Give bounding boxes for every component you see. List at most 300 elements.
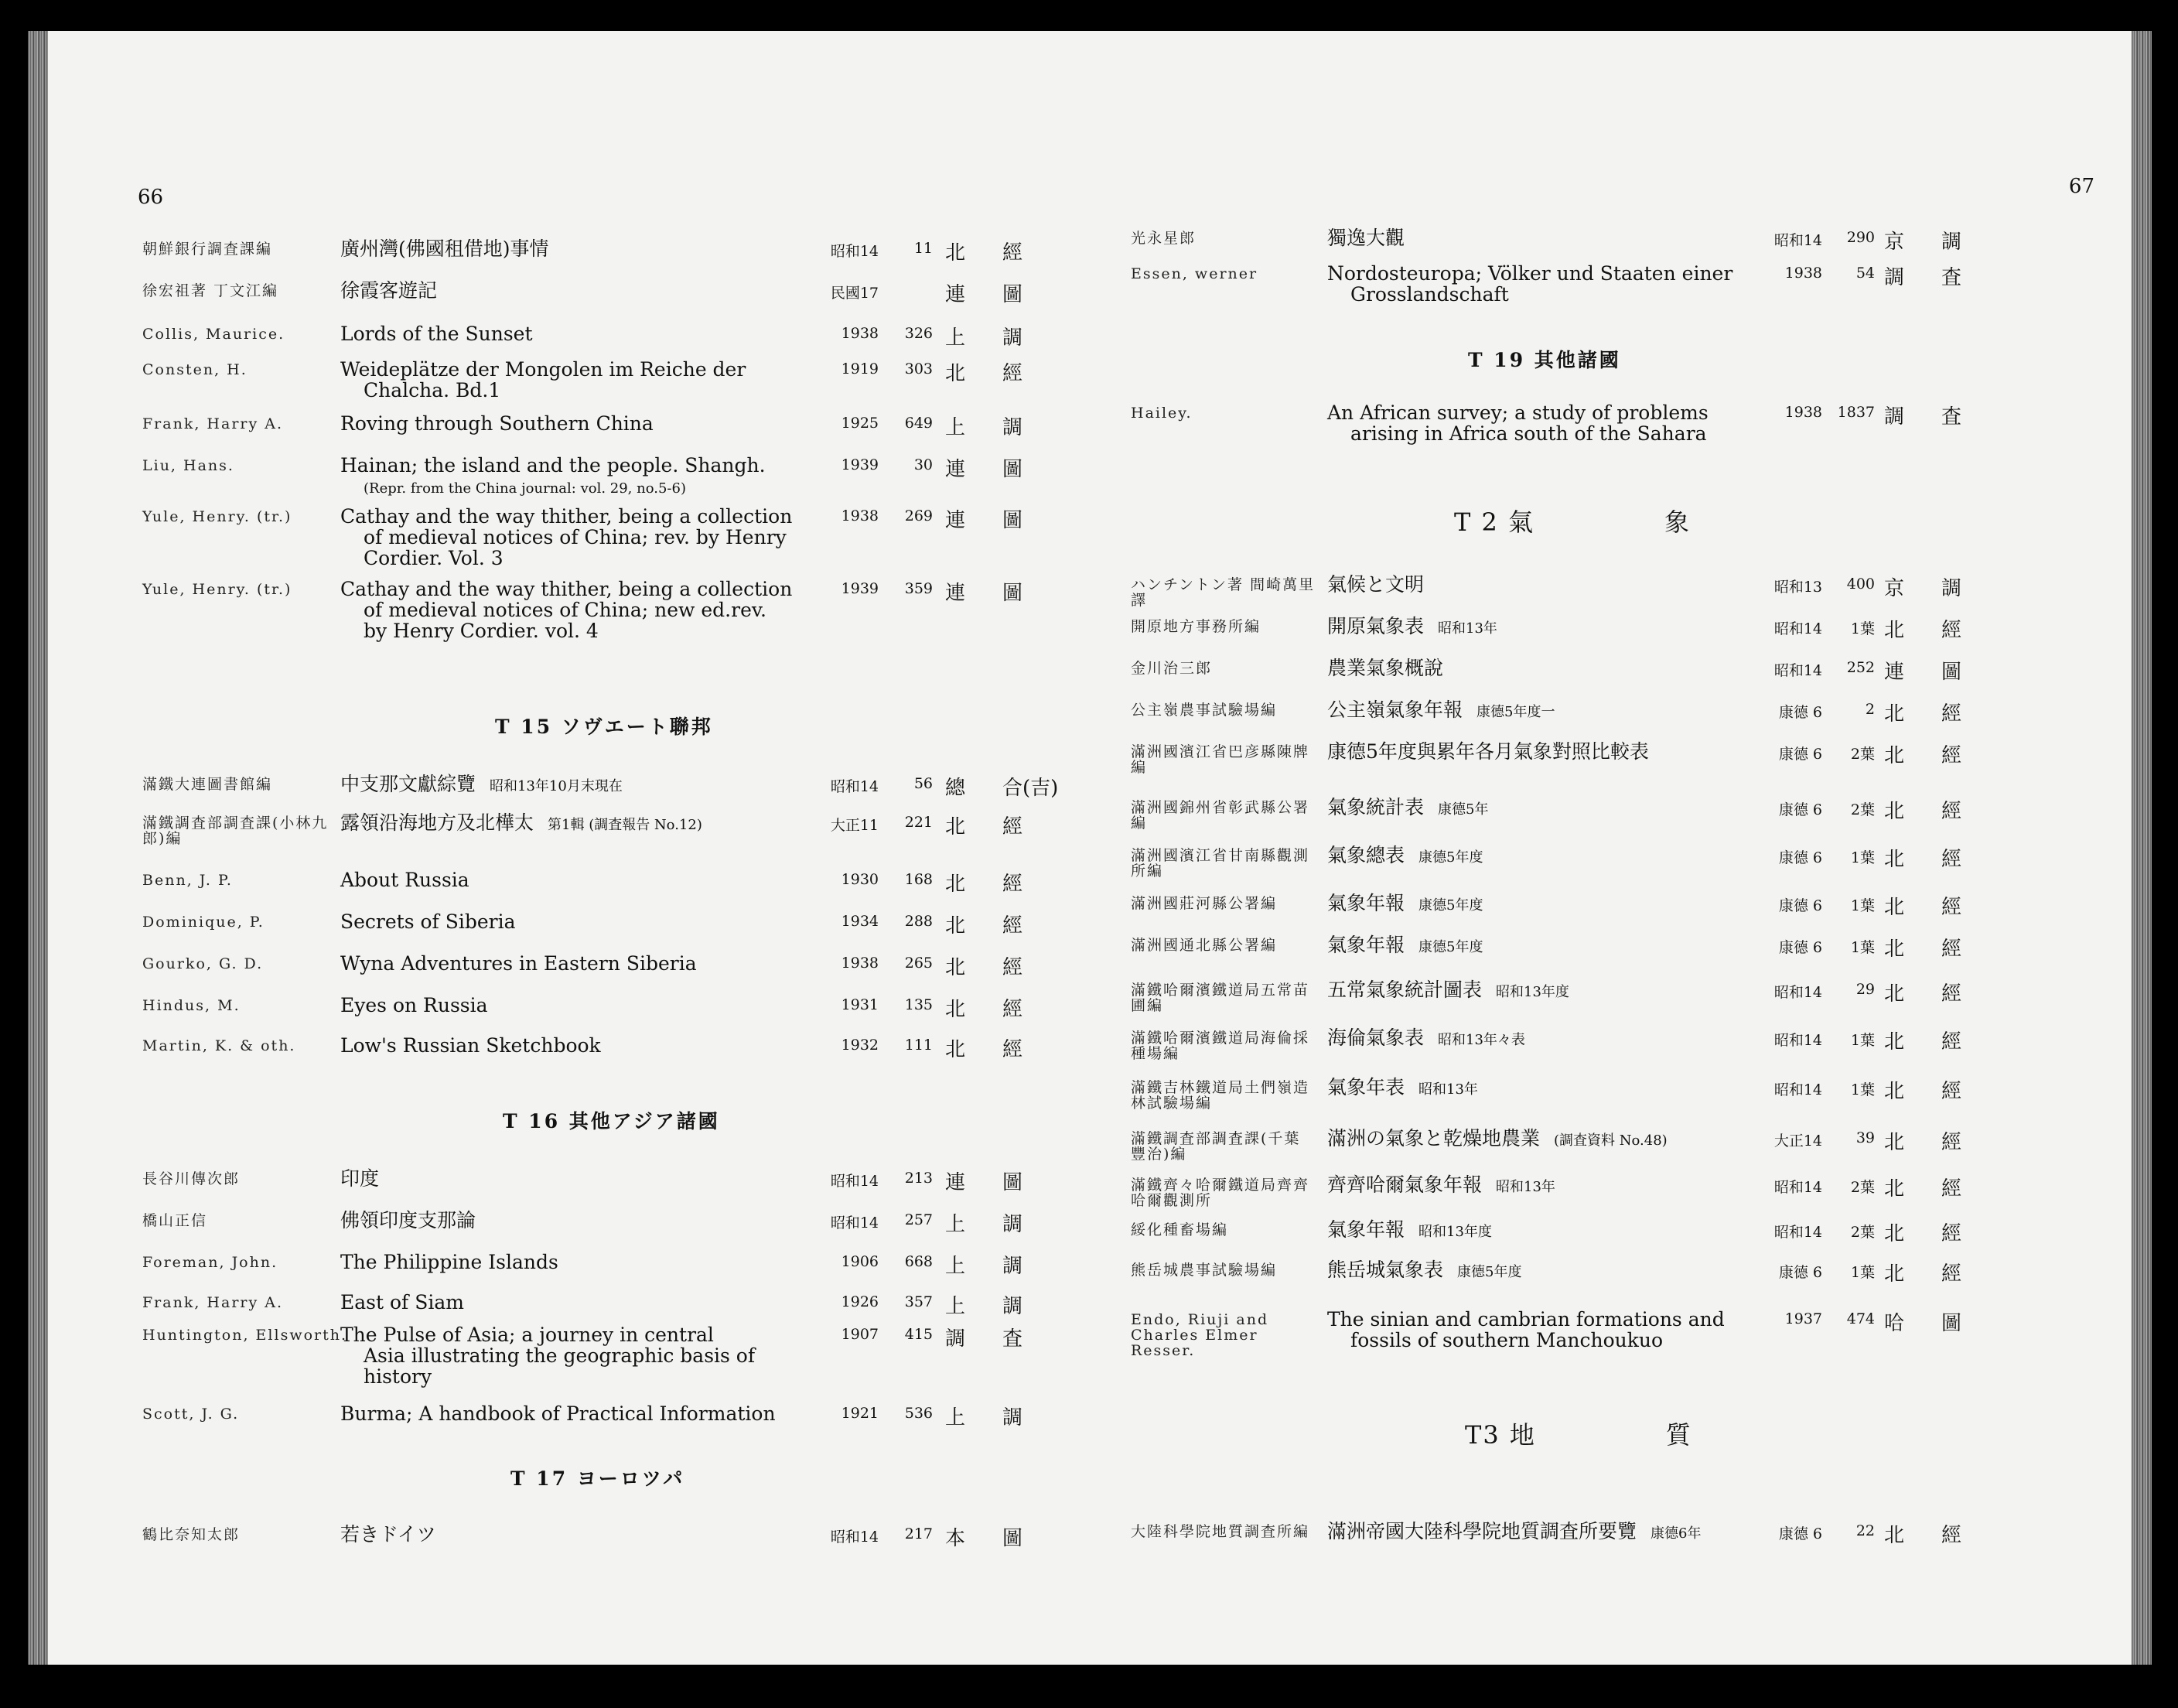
entry-pages: 649 xyxy=(904,415,933,432)
entry-author: Martin, K. & oth. xyxy=(142,1037,296,1054)
entry-author: Scott, J. G. xyxy=(142,1406,240,1423)
section-kanji: 地質 xyxy=(1509,1420,1822,1450)
entry-location: 調 xyxy=(1002,326,1023,350)
entry-note: 康德5年度 xyxy=(1418,849,1483,866)
entry-title xyxy=(340,774,623,797)
entry-title-line: East of Siam xyxy=(340,1291,464,1313)
entry-location: 經 xyxy=(1002,873,1023,896)
entry-pages: 29 xyxy=(1855,981,1875,998)
catalog-entry xyxy=(1080,615,2152,642)
entry-library: 北 xyxy=(1884,800,1905,823)
entry-title xyxy=(1327,1077,1478,1100)
entry-title xyxy=(340,1324,755,1387)
entry-title-line: 氣象年報 xyxy=(1327,892,1405,914)
section-heading xyxy=(503,1106,720,1134)
entry-pages: 668 xyxy=(904,1253,933,1270)
entry-library: 北 xyxy=(1884,938,1905,961)
entry-title-line: Weideplätze der Mongolen im Reiche der xyxy=(340,358,746,381)
entry-year: 康德 6 xyxy=(1778,746,1822,763)
entry-library: 北 xyxy=(945,241,966,265)
section-heading xyxy=(510,1464,684,1491)
entry-year: 昭和14 xyxy=(830,1214,879,1231)
entry-title xyxy=(1327,699,1555,722)
entry-pages: 415 xyxy=(904,1326,933,1343)
entry-author: 徐宏祖著 丁文江編 xyxy=(142,282,279,299)
entry-year: 1907 xyxy=(841,1326,879,1343)
entry-title xyxy=(340,579,792,641)
entry-location: 經 xyxy=(1002,362,1023,385)
catalog-entry xyxy=(28,412,1086,439)
entry-title-line: 氣象年報 xyxy=(1327,1218,1405,1241)
entry-pages: 22 xyxy=(1855,1522,1875,1539)
entry-title xyxy=(340,1210,476,1231)
entry-title-line: 開原氣象表 xyxy=(1327,615,1425,637)
entry-year: 民國17 xyxy=(830,285,879,302)
catalog-entry xyxy=(28,578,1086,642)
entry-location: 經 xyxy=(1941,800,1962,823)
catalog-entry xyxy=(28,994,1086,1021)
entry-library: 連 xyxy=(945,509,966,532)
entry-title-line: An African survey; a study of problems xyxy=(1327,401,1709,424)
catalog-entry xyxy=(1080,1520,2152,1547)
left-page xyxy=(28,31,1086,1665)
entry-library: 調 xyxy=(1884,405,1905,429)
entry-library: 北 xyxy=(945,914,966,938)
catalog-entry xyxy=(1080,892,2152,919)
entry-pages: 11 xyxy=(913,240,933,257)
entry-title xyxy=(340,455,766,499)
entry-author: 滿鐵大連圖書館編 xyxy=(142,776,273,793)
entry-author: 滿鐵哈爾濱鐵道局五常苗圃編 xyxy=(1131,982,1310,1014)
entry-location: 圖 xyxy=(1941,1312,1962,1335)
entry-location: 經 xyxy=(1002,241,1023,265)
entry-title-line: 廣州灣(佛國租借地)事情 xyxy=(340,237,549,260)
entry-title xyxy=(1327,741,1649,762)
entry-location: 經 xyxy=(1941,1177,1962,1201)
entry-author: 滿鐵哈爾濱鐵道局海倫採種場編 xyxy=(1131,1030,1310,1062)
entry-location: 圖 xyxy=(1941,661,1962,684)
entry-year: 1921 xyxy=(841,1405,879,1422)
entry-library: 北 xyxy=(945,873,966,896)
entry-title-line: Chalcha. Bd.1 xyxy=(364,379,501,401)
entry-title-line: 公主嶺氣象年報 xyxy=(1327,699,1463,721)
entry-library: 調 xyxy=(1884,266,1905,289)
entry-title-line: 氣象年表 xyxy=(1327,1076,1405,1098)
page-number: 66 xyxy=(138,186,164,209)
entry-pages: 326 xyxy=(904,325,933,342)
entry-year: 1938 xyxy=(841,325,879,342)
catalog-entry xyxy=(28,869,1086,896)
entry-author: 滿鐵調査部調査課(千葉豐治)編 xyxy=(1131,1130,1301,1163)
entry-year: 康德 6 xyxy=(1778,849,1822,866)
entry-author: Yule, Henry. (tr.) xyxy=(142,581,292,598)
entry-title-line: Asia illustrating the geographic basis of xyxy=(364,1344,756,1367)
entry-location: 經 xyxy=(1941,938,1962,961)
entry-author: Hindus, M. xyxy=(142,997,241,1014)
entry-location: 經 xyxy=(1941,1524,1962,1547)
entry-note: 昭和13年度 xyxy=(1418,1224,1492,1240)
entry-pages: 1837 xyxy=(1837,404,1875,421)
entry-pages: 474 xyxy=(1846,1310,1875,1327)
entry-note: 昭和13年10月末現在 xyxy=(490,778,623,794)
entry-note: 昭和13年 xyxy=(1496,1179,1555,1195)
entry-title xyxy=(1327,893,1483,916)
catalog-entry xyxy=(28,358,1086,401)
entry-author: Essen, werner xyxy=(1131,265,1258,282)
entry-location: 圖 xyxy=(1002,1171,1023,1194)
section-label: T 17 ヨーロツパ xyxy=(510,1467,685,1490)
entry-year: 康德 6 xyxy=(1778,1264,1822,1281)
entry-location: 經 xyxy=(1941,744,1962,767)
entry-pages: 265 xyxy=(904,955,933,972)
entry-title xyxy=(340,506,792,569)
entry-location: 經 xyxy=(1941,848,1962,871)
entry-library: 北 xyxy=(1884,619,1905,642)
section-label: T 16 其他アジア諸國 xyxy=(503,1110,720,1132)
entry-year: 昭和14 xyxy=(830,243,879,260)
entry-title-line: 露領沿海地方及北樺太 xyxy=(340,811,534,834)
entry-title-line: 滿洲の氣象と乾燥地農業 xyxy=(1327,1127,1541,1149)
entry-location: 圖 xyxy=(1002,283,1023,306)
entry-year: 康德 6 xyxy=(1778,801,1822,818)
catalog-entry xyxy=(1080,699,2152,726)
entry-author: Dominique, P. xyxy=(142,914,265,931)
entry-location: 調 xyxy=(1941,231,1962,254)
entry-author: 滿洲國錦州省彰武縣公署編 xyxy=(1131,799,1310,832)
entry-note: 昭和13年 xyxy=(1418,1081,1478,1098)
entry-author: 綏化種畜場編 xyxy=(1131,1221,1229,1238)
entry-pages: 269 xyxy=(904,507,933,524)
entry-location: 圖 xyxy=(1002,582,1023,605)
entry-pages: 2葉 xyxy=(1850,801,1875,818)
entry-author: Yule, Henry. (tr.) xyxy=(142,508,292,525)
entry-pages: 54 xyxy=(1855,265,1875,282)
entry-title-line: history xyxy=(364,1365,432,1388)
entry-title xyxy=(1327,1128,1668,1151)
catalog-entry xyxy=(1080,401,2152,445)
entry-title-line: Burma; A handbook of Practical Information xyxy=(340,1402,776,1425)
catalog-entry xyxy=(1080,1127,2152,1163)
entry-location: 經 xyxy=(1941,1080,1962,1103)
entry-pages: 357 xyxy=(904,1293,933,1310)
entry-location: 調 xyxy=(1002,1255,1023,1278)
entry-title-line: 徐霞客遊記 xyxy=(340,279,438,302)
entry-note: 康德5年度一 xyxy=(1476,704,1555,720)
entry-location: 調 xyxy=(1002,1213,1023,1236)
entry-title-line: fossils of southern Manchoukuo xyxy=(1350,1329,1664,1351)
entry-title-line: 佛領印度支那論 xyxy=(340,1209,476,1231)
entry-location: 經 xyxy=(1941,619,1962,642)
entry-pages: 257 xyxy=(904,1211,933,1228)
entry-year: 大正11 xyxy=(830,817,879,834)
entry-title-line: The sinian and cambrian formations and xyxy=(1327,1308,1725,1331)
entry-library: 上 xyxy=(945,326,966,350)
entry-title xyxy=(1327,658,1443,678)
entry-year: 1938 xyxy=(841,507,879,524)
entry-library: 北 xyxy=(1884,1524,1905,1547)
entry-title-line: Eyes on Russia xyxy=(340,994,488,1016)
catalog-entry xyxy=(28,505,1086,569)
entry-title xyxy=(1327,934,1483,958)
entry-title xyxy=(1327,263,1732,305)
entry-library: 京 xyxy=(1884,231,1905,254)
entry-pages: 2 xyxy=(1865,701,1875,718)
entry-author: 公主嶺農事試驗場編 xyxy=(1131,702,1278,719)
section-label: T3 xyxy=(1465,1420,1500,1450)
entry-year: 昭和14 xyxy=(1773,620,1822,637)
entry-year: 昭和14 xyxy=(830,1173,879,1190)
entry-title xyxy=(340,1292,464,1313)
catalog-entry xyxy=(1080,227,2152,254)
entry-pages: 359 xyxy=(904,580,933,597)
entry-title-line: Cathay and the way thither, being a collection xyxy=(340,578,793,600)
section-label: T 2 xyxy=(1454,507,1499,537)
entry-library: 上 xyxy=(945,1406,966,1430)
entry-library: 北 xyxy=(1884,896,1905,919)
entry-year: 昭和14 xyxy=(1773,1032,1822,1049)
entry-title xyxy=(340,280,437,301)
section-heading xyxy=(1465,1416,1822,1451)
entry-year: 康德 6 xyxy=(1778,939,1822,956)
catalog-entry xyxy=(28,1251,1086,1278)
entry-note: 第1輯 (調査報告 No.12) xyxy=(548,817,702,833)
entry-title xyxy=(1327,1219,1492,1242)
entry-library: 北 xyxy=(945,956,966,979)
entry-year: 大正14 xyxy=(1773,1132,1822,1149)
entry-library: 北 xyxy=(1884,848,1905,871)
entry-title-line: The Pulse of Asia; a journey in central xyxy=(340,1324,714,1346)
catalog-entry xyxy=(28,811,1086,847)
entry-note: 康德5年度 xyxy=(1457,1264,1522,1280)
entry-location: 合(吉) xyxy=(1002,777,1059,800)
entry-author: Gourko, G. D. xyxy=(142,955,264,972)
catalog-entry xyxy=(28,454,1086,497)
entry-pages: 30 xyxy=(913,456,933,473)
entry-library: 上 xyxy=(945,416,966,439)
catalog-entry xyxy=(1080,262,2152,306)
entry-location: 經 xyxy=(1941,1262,1962,1286)
entry-location: 經 xyxy=(1941,982,1962,1006)
entry-note: 康德5年度 xyxy=(1418,897,1483,914)
entry-location: 調 xyxy=(1002,416,1023,439)
entry-year: 1938 xyxy=(1784,265,1822,282)
entry-library: 北 xyxy=(1884,1177,1905,1201)
entry-location: 査 xyxy=(1941,266,1962,289)
entry-author: Huntington, Ellsworth. xyxy=(142,1327,348,1344)
section-heading xyxy=(1468,345,1621,373)
entry-library: 京 xyxy=(1884,577,1905,600)
entry-title xyxy=(340,953,697,974)
entry-title-line: 農業氣象概說 xyxy=(1327,657,1444,679)
entry-year: 1934 xyxy=(841,913,879,930)
entry-year: 昭和14 xyxy=(830,778,879,795)
entry-location: 調 xyxy=(1002,1406,1023,1430)
catalog-entry xyxy=(1080,844,2152,880)
entry-library: 北 xyxy=(1884,1262,1905,1286)
entry-title xyxy=(1327,1027,1525,1050)
entry-pages: 168 xyxy=(904,871,933,888)
entry-author: 大陸科學院地質調査所編 xyxy=(1131,1523,1310,1540)
entry-pages: 111 xyxy=(904,1037,933,1054)
entry-year: 昭和14 xyxy=(1773,1179,1822,1196)
entry-note: 昭和13年々表 xyxy=(1438,1032,1525,1048)
entry-location: 經 xyxy=(1002,914,1023,938)
entry-author: Consten, H. xyxy=(142,361,248,378)
entry-author: 滿鐵調査部調査課(小林九郎)編 xyxy=(142,815,329,847)
entry-library: 北 xyxy=(1884,702,1905,726)
entry-author: 滿洲國濱江省甘南縣觀測所編 xyxy=(1131,847,1310,880)
entry-pages: 1葉 xyxy=(1850,939,1875,956)
entry-year: 1932 xyxy=(841,1037,879,1054)
entry-library: 北 xyxy=(1884,1131,1905,1154)
entry-title xyxy=(340,1403,776,1424)
entry-note: 昭和13年 xyxy=(1438,620,1497,637)
entry-year: 康德 6 xyxy=(1778,1525,1822,1542)
entry-library: 北 xyxy=(945,998,966,1021)
entry-note: 康德5年 xyxy=(1438,801,1489,818)
entry-title-line: Low's Russian Sketchbook xyxy=(340,1034,601,1057)
entry-library: 北 xyxy=(945,1038,966,1061)
entry-title-line: 五常氣象統計圖表 xyxy=(1327,979,1483,1001)
entry-library: 總 xyxy=(945,777,966,800)
entry-pages: 1葉 xyxy=(1850,1081,1875,1098)
entry-author: 金川治三郎 xyxy=(1131,660,1213,677)
entry-title-line: of medieval notices of China; new ed.rev. xyxy=(364,599,766,621)
section-heading xyxy=(1454,503,1821,538)
entry-location: 經 xyxy=(1002,956,1023,979)
entry-title-line: 氣候と文明 xyxy=(1327,573,1425,596)
catalog-entry xyxy=(28,910,1086,938)
catalog-entry xyxy=(1080,1259,2152,1286)
entry-library: 本 xyxy=(945,1527,966,1550)
entry-title-line: 若きドイツ xyxy=(340,1523,436,1546)
entry-author: 朝鮮銀行調査課編 xyxy=(142,241,273,258)
entry-title-line: 齊齊哈爾氣象年報 xyxy=(1327,1173,1483,1196)
entry-note: 昭和13年度 xyxy=(1496,984,1569,1000)
entry-title xyxy=(340,1524,436,1545)
page-edge xyxy=(28,31,48,1665)
entry-title-line: Secrets of Siberia xyxy=(340,910,516,933)
entry-title xyxy=(340,1252,558,1272)
entry-location: 經 xyxy=(1941,1222,1962,1245)
catalog-entry xyxy=(28,1324,1086,1388)
entry-title-line: About Russia xyxy=(340,869,469,891)
entry-year: 1931 xyxy=(841,996,879,1013)
entry-author: 長谷川傳次郎 xyxy=(142,1170,241,1187)
entry-pages: 1葉 xyxy=(1850,620,1875,637)
entry-pages: 213 xyxy=(904,1170,933,1187)
entry-library: 北 xyxy=(1884,982,1905,1006)
catalog-entry xyxy=(1080,1027,2152,1062)
catalog-entry xyxy=(28,1523,1086,1550)
entry-library: 上 xyxy=(945,1255,966,1278)
entry-year: 康德 6 xyxy=(1778,704,1822,721)
entry-title-line: The Philippine Islands xyxy=(340,1251,558,1273)
entry-author: Foreman, John. xyxy=(142,1254,278,1271)
entry-pages: 221 xyxy=(904,814,933,831)
entry-title xyxy=(340,1035,601,1056)
entry-author: Endo, Riuji and Charles Elmer Resser. xyxy=(1131,1311,1269,1359)
catalog-entry xyxy=(1080,1308,2152,1359)
entry-title xyxy=(1327,402,1709,444)
catalog-entry xyxy=(28,279,1086,306)
catalog-entry xyxy=(1080,1218,2152,1245)
entry-library: 北 xyxy=(945,815,966,839)
entry-location: 經 xyxy=(1002,815,1023,839)
entry-author: Collis, Maurice. xyxy=(142,326,285,343)
entry-year: 昭和14 xyxy=(1773,1081,1822,1098)
entry-location: 圖 xyxy=(1002,458,1023,481)
entry-year: 昭和14 xyxy=(830,1529,879,1546)
entry-pages: 400 xyxy=(1846,576,1875,593)
entry-library: 北 xyxy=(1884,744,1905,767)
entry-year: 康德 6 xyxy=(1778,897,1822,914)
entry-location: 經 xyxy=(1941,1030,1962,1054)
entry-title-line: (Repr. from the China journal: vol. 29, no.5-6) xyxy=(364,480,686,497)
entry-title xyxy=(340,323,533,344)
entry-title-line: arising in Africa south of the Sahara xyxy=(1350,422,1707,445)
entry-year: 昭和14 xyxy=(1773,662,1822,679)
entry-library: 北 xyxy=(1884,1222,1905,1245)
catalog-entry xyxy=(28,773,1086,800)
entry-year: 1925 xyxy=(841,415,879,432)
entry-pages: 39 xyxy=(1855,1129,1875,1146)
catalog-entry xyxy=(1080,740,2152,776)
catalog-entry xyxy=(1080,657,2152,684)
entry-author: 滿洲國濱江省巴彦縣陳牌編 xyxy=(1131,743,1310,776)
catalog-entry xyxy=(1080,1076,2152,1112)
entry-title xyxy=(1327,227,1405,248)
entry-pages: 288 xyxy=(904,913,933,930)
entry-library: 連 xyxy=(1884,661,1905,684)
entry-note: (調査資料 No.48) xyxy=(1554,1132,1668,1149)
entry-location: 經 xyxy=(1941,702,1962,726)
entry-library: 北 xyxy=(1884,1030,1905,1054)
entry-year: 1938 xyxy=(1784,404,1822,421)
entry-note: 康德5年度 xyxy=(1418,939,1483,955)
section-kanji: 氣象 xyxy=(1508,507,1821,537)
entry-title-line: of medieval notices of China; rev. by Henry xyxy=(364,526,787,548)
entry-location: 圖 xyxy=(1002,509,1023,532)
entry-library: 連 xyxy=(945,283,966,306)
entry-year: 1926 xyxy=(841,1293,879,1310)
entry-title-line: 氣象總表 xyxy=(1327,844,1405,866)
entry-author: 滿洲國通北縣公署編 xyxy=(1131,937,1278,954)
catalog-entry xyxy=(28,952,1086,979)
entry-library: 調 xyxy=(945,1327,966,1351)
entry-year: 1939 xyxy=(841,456,879,473)
entry-pages: 1葉 xyxy=(1850,849,1875,866)
catalog-entry xyxy=(1080,934,2152,961)
entry-author: 鶴比奈知太郎 xyxy=(142,1526,241,1543)
entry-location: 調 xyxy=(1941,577,1962,600)
entry-author: 熊岳城農事試驗場編 xyxy=(1131,1262,1278,1279)
entry-title-line: Cathay and the way thither, being a collection xyxy=(340,505,793,528)
entry-author: 開原地方事務所編 xyxy=(1131,618,1261,635)
entry-author: Hailey. xyxy=(1131,405,1193,422)
entry-title xyxy=(1327,1309,1725,1351)
entry-author: 光永星郎 xyxy=(1131,230,1197,247)
entry-location: 經 xyxy=(1941,1131,1962,1154)
entry-title-line: Lords of the Sunset xyxy=(340,323,533,345)
entry-title xyxy=(340,238,549,259)
entry-location: 經 xyxy=(1002,1038,1023,1061)
entry-library: 連 xyxy=(945,582,966,605)
section-label: T 15 ソヴエート聯邦 xyxy=(495,716,713,738)
catalog-entry xyxy=(1080,796,2152,832)
catalog-entry xyxy=(28,1209,1086,1236)
entry-pages: 2葉 xyxy=(1850,746,1875,763)
